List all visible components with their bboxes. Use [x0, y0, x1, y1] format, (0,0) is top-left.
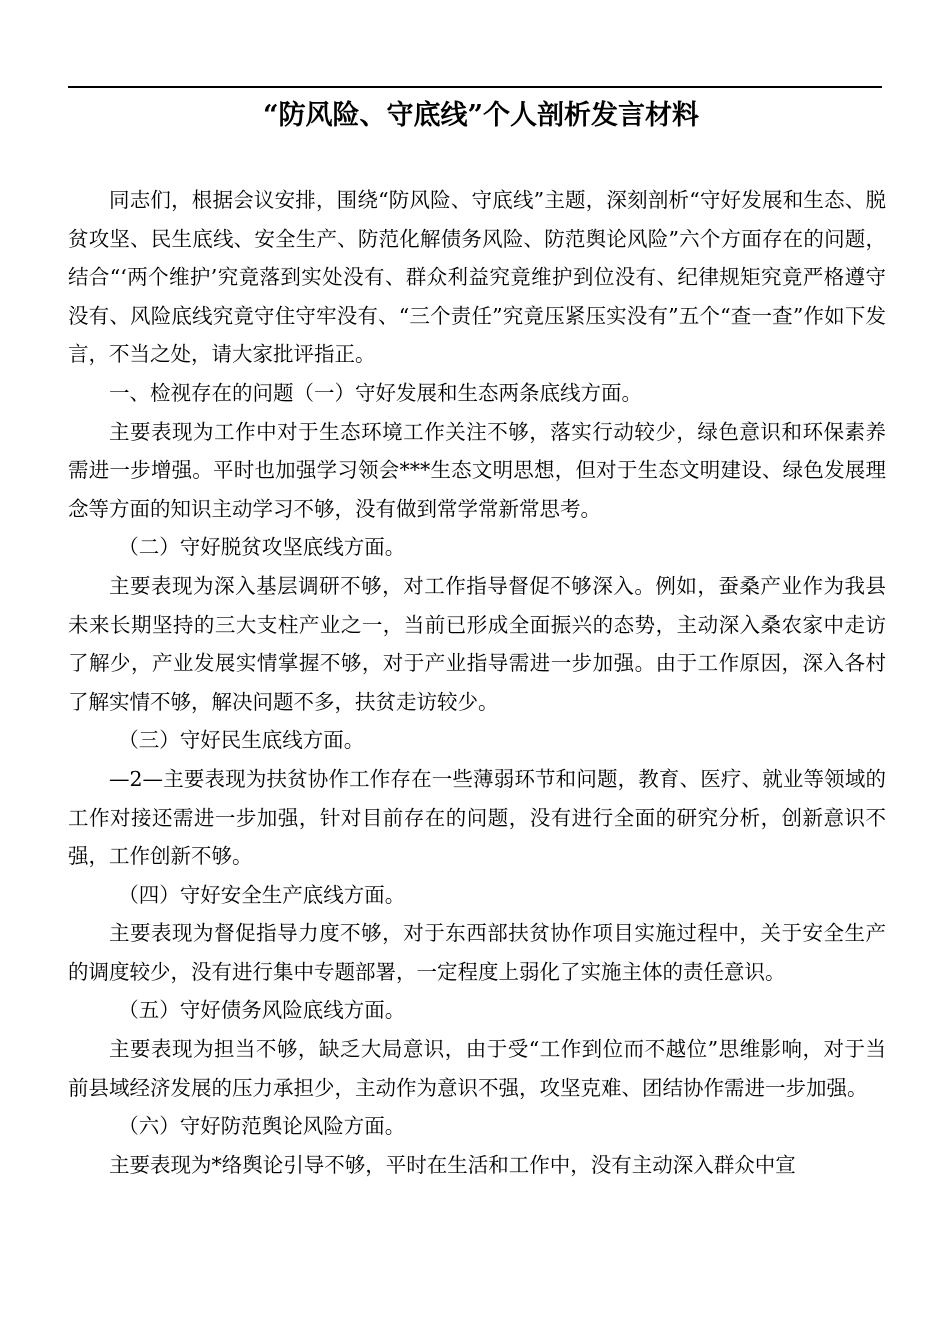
paragraph-livelihood: —2—主要表现为扶贫协作工作存在一些薄弱环节和问题，教育、医疗、就业等领域的工作对接还需进一步加强，针对目前存在的问题，没有进行全面的研究分析，创新意识不强，工作创新不够。	[68, 766, 886, 869]
section-heading-5: （五）守好债务风险底线方面。	[118, 998, 406, 1023]
document-body	[68, 181, 886, 1184]
paragraph-ecology: 主要表现为工作中对于生态环境工作关注不够，落实行动较少，绿色意识和环保素养需进一步增强。平时也加强学习领会***生态文明思想，但对于生态文明建设、绿色发展理念等方面的知识主动学习不够，没有做到常学常新常思考。	[68, 419, 886, 521]
paragraph-debt: 主要表现为担当不够，缺乏大局意识，由于受“工作到位而不越位”思维影响，对于当前县域经济发展的压力承担少，主动作为意识不强，攻坚克难、团结协作需进一步加强。	[68, 1037, 886, 1100]
paragraph-intro: 同志们，根据会议安排，围绕“防风险、守底线”主题，深刻剖析“守好发展和生态、脱贫攻坚、民生底线、安全生产、防范化解债务风险、防范舆论风险”六个方面存在的问题，结合“‘两个维护’究竟落到实处没有、群众利益究竟维护到位没有、纪律规矩究竟严格遵守没有、风险底线究竟守住守牢没有、“三个责任”究竟压紧压实没有”五个“查一查”作如下发言，不当之处，请大家批评指正。	[68, 188, 886, 367]
section-heading-3: （三）守好民生底线方面。	[118, 728, 365, 753]
section-heading-6: （六）守好防范舆论风险方面。	[118, 1114, 406, 1139]
section-heading-1: 一、检视存在的问题（一）守好发展和生态两条底线方面。	[109, 380, 642, 405]
document-title: “防风险、守底线”个人剖析发言材料	[262, 100, 700, 131]
paragraph-opinion: 主要表现为*络舆论引导不够，平时在生活和工作中，没有主动深入群众中宣	[109, 1152, 796, 1177]
section-heading-2: （二）守好脱贫攻坚底线方面。	[118, 535, 406, 560]
section-heading-4: （四）守好安全生产底线方面。	[118, 882, 406, 907]
paragraph-safety: 主要表现为督促指导力度不够，对于东西部扶贫协作项目实施过程中，关于安全生产的调度较少，没有进行集中专题部署，一定程度上弱化了实施主体的责任意识。	[68, 921, 886, 984]
paragraph-poverty: 主要表现为深入基层调研不够，对工作指导督促不够深入。例如，蚕桑产业作为我县未来长期坚持的三大支柱产业之一，当前已形成全面振兴的态势，主动深入桑农家中走访了解少，产业发展实情掌握不够，对于产业指导需进一步加强。由于工作原因，深入各村了解实情不够，解决问题不多，扶贫走访较少。	[68, 573, 886, 714]
header-rule	[68, 86, 882, 88]
